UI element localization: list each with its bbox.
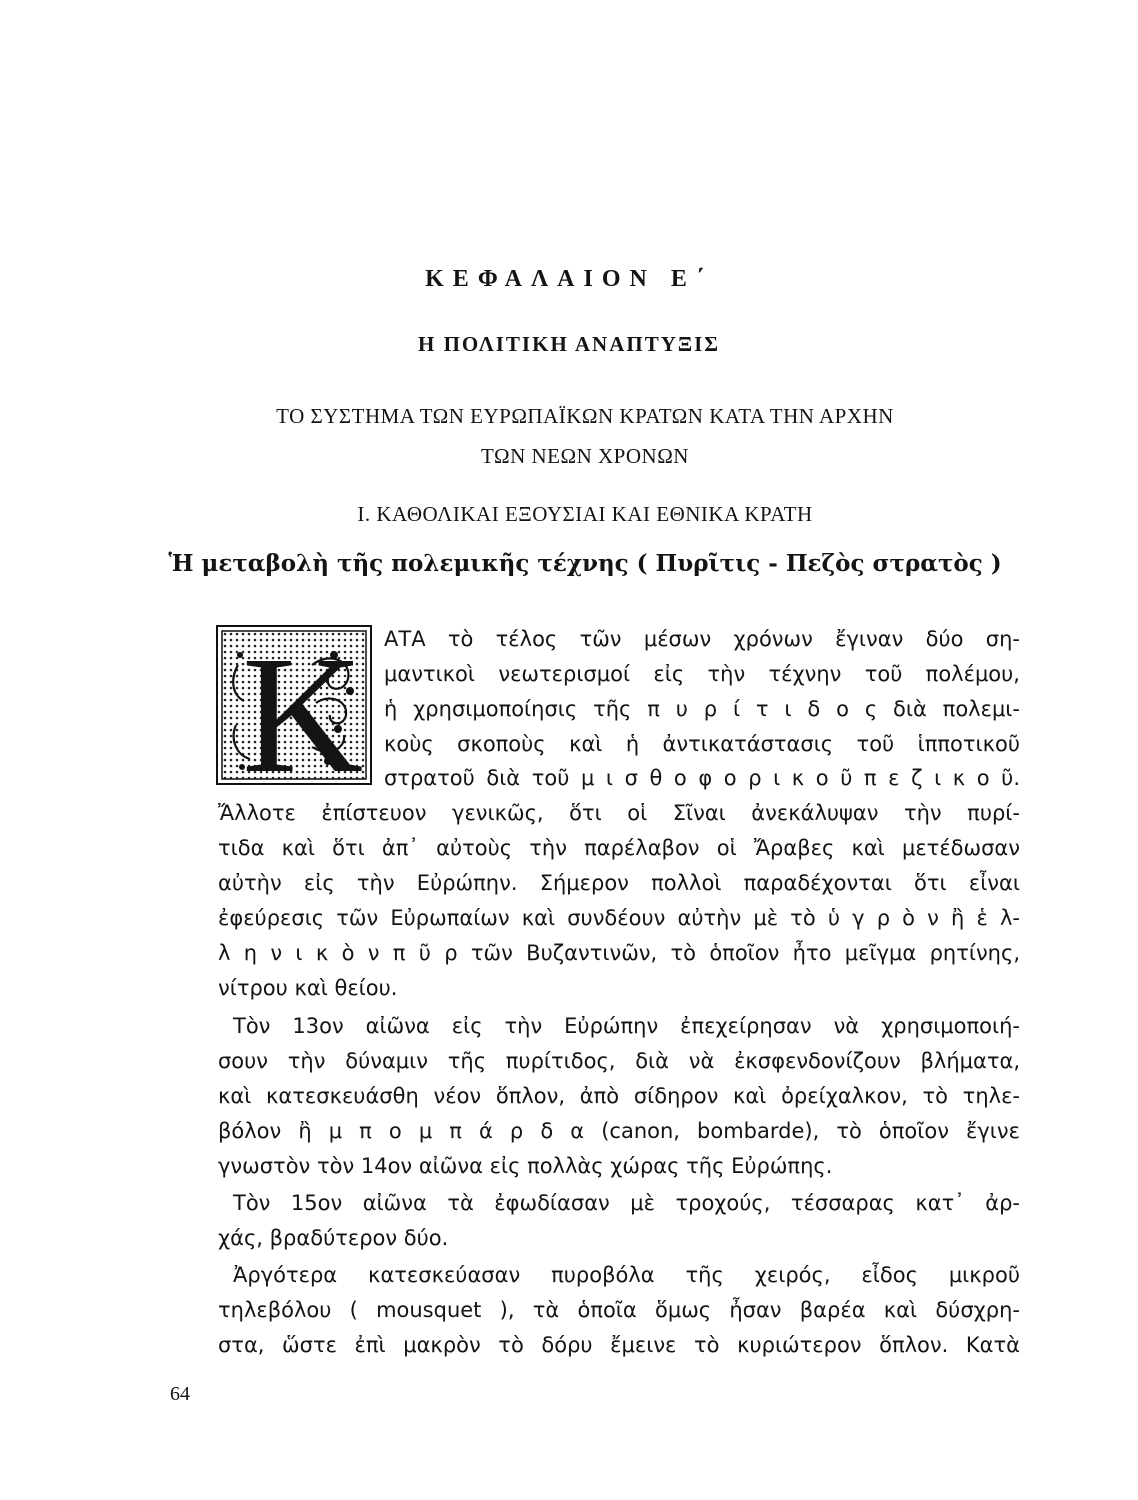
text-line: σουν τὴν δύναμιν τῆς πυρίτιδος, διὰ νὰ ἐκσφενδονίζουν βλήματα, <box>218 1049 1020 1073</box>
text-line: γνωστὸν τὸν 14ον αἰῶνα εἰς πολλὰς χώρας τῆς Εὐρώπης. <box>218 1154 833 1178</box>
text-line: καὶ κατεσκευάσθη νέον ὅπλον, ἀπὸ σίδηρον καὶ ὀρείχαλκον, τὸ τηλε- <box>218 1084 1020 1108</box>
chapter-subtitle: Η ΠΟΛΙΤΙΚΗ ΑΝΑΠΤΥΞΙΣ <box>417 332 720 356</box>
drop-cap-letter: Κ <box>242 625 364 785</box>
section-heading-line-2: ΤΩΝ ΝΕΩΝ ΧΡΟΝΩΝ <box>481 444 689 468</box>
topic-heading: Ἡ μεταβολὴ τῆς πολεμικῆς τέχνης ( Πυρῖτις - Πεζὸς στρατὸς ) <box>168 550 1002 577</box>
subsection-heading: Ι. ΚΑΘΟΛΙΚΑΙ ΕΞΟΥΣΙΑΙ ΚΑΙ ΕΘΝΙΚΑ ΚΡΑΤΗ <box>357 502 813 526</box>
text-line: ἐφεύρεσις τῶν Εὐρωπαίων καὶ συνδέουν αὐτὴν μὲ τὸ ὑ γ ρ ὸ ν ἢ ἑ λ- <box>218 906 1020 930</box>
text-line: ΑΤΑ τὸ τέλος τῶν μέσων χρόνων ἔγιναν δύο ση- <box>384 627 1020 651</box>
ornamental-drop-cap <box>216 625 372 785</box>
text-line: Τὸν 15ον αἰῶνα τὰ ἐφωδίασαν μὲ τροχούς, τέσσαρας κατ᾿ ἀρ- <box>233 1191 1020 1215</box>
chapter-title: ΚΕΦΑΛΑΙΟΝ Ε΄ <box>425 266 713 292</box>
text-line: κοὺς σκοποὺς καὶ ἡ ἀντικατάστασις τοῦ ἱπποτικοῦ <box>384 732 1020 756</box>
text-line: ἡ χρησιμοποίησις τῆς π υ ρ ί τ ι δ ο ς διὰ πολεμι- <box>384 697 1020 721</box>
text-line: λ η ν ι κ ὸ ν π ῦ ρ τῶν Βυζαντινῶν, τὸ ὁποῖον ἦτο μεῖγμα ρητίνης, <box>218 941 1020 965</box>
text-line: Ἄλλοτε ἐπίστευον γενικῶς, ὅτι οἱ Σῖναι ἀνεκάλυψαν τὴν πυρί- <box>218 801 1020 825</box>
text-line: Τὸν 13ον αἰῶνα εἰς τὴν Εὐρώπην ἐπεχείρησαν νὰ χρησιμοποιή- <box>233 1014 1020 1038</box>
text-line: βόλον ἢ μ π ο μ π ά ρ δ α (canon, bombarde), τὸ ὁποῖον ἔγινε <box>218 1119 1020 1143</box>
text-line: στρατοῦ διὰ τοῦ μ ι σ θ ο φ ο ρ ι κ ο ῦ π ε ζ ι κ ο ῦ. <box>384 766 1020 790</box>
section-heading-line-1: ΤΟ ΣΥΣΤΗΜΑ ΤΩΝ ΕΥΡΩΠΑΪΚΩΝ ΚΡΑΤΩΝ ΚΑΤΑ ΤΗΝ ΑΡΧΗΝ <box>276 404 894 428</box>
page-number: 64 <box>170 1383 190 1405</box>
text-line: στα, ὥστε ἐπὶ μακρὸν τὸ δόρυ ἔμεινε τὸ κυριώτερον ὅπλον. Κατὰ <box>218 1333 1020 1357</box>
text-line: αὐτὴν εἰς τὴν Εὐρώπην. Σήμερον πολλοὶ παραδέχονται ὅτι εἶναι <box>218 871 1020 895</box>
text-line: Ἀργότερα κατεσκεύασαν πυροβόλα τῆς χειρός, εἶδος μικροῦ <box>233 1263 1020 1287</box>
text-line: τηλεβόλου ( mousquet ), τὰ ὁποῖα ὅμως ἦσαν βαρέα καὶ δύσχρη- <box>218 1298 1020 1322</box>
text-line: τιδα καὶ ὅτι ἀπ᾿ αὐτοὺς τὴν παρέλαβον οἱ Ἄραβες καὶ μετέδωσαν <box>218 836 1020 860</box>
text-line: νίτρου καὶ θείου. <box>218 976 398 1000</box>
text-line: χάς, βραδύτερον δύο. <box>218 1226 449 1250</box>
section-heading <box>170 396 1000 476</box>
text-line: μαντικοὶ νεωτερισμοί εἰς τὴν τέχνην τοῦ πολέμου, <box>384 662 1020 686</box>
